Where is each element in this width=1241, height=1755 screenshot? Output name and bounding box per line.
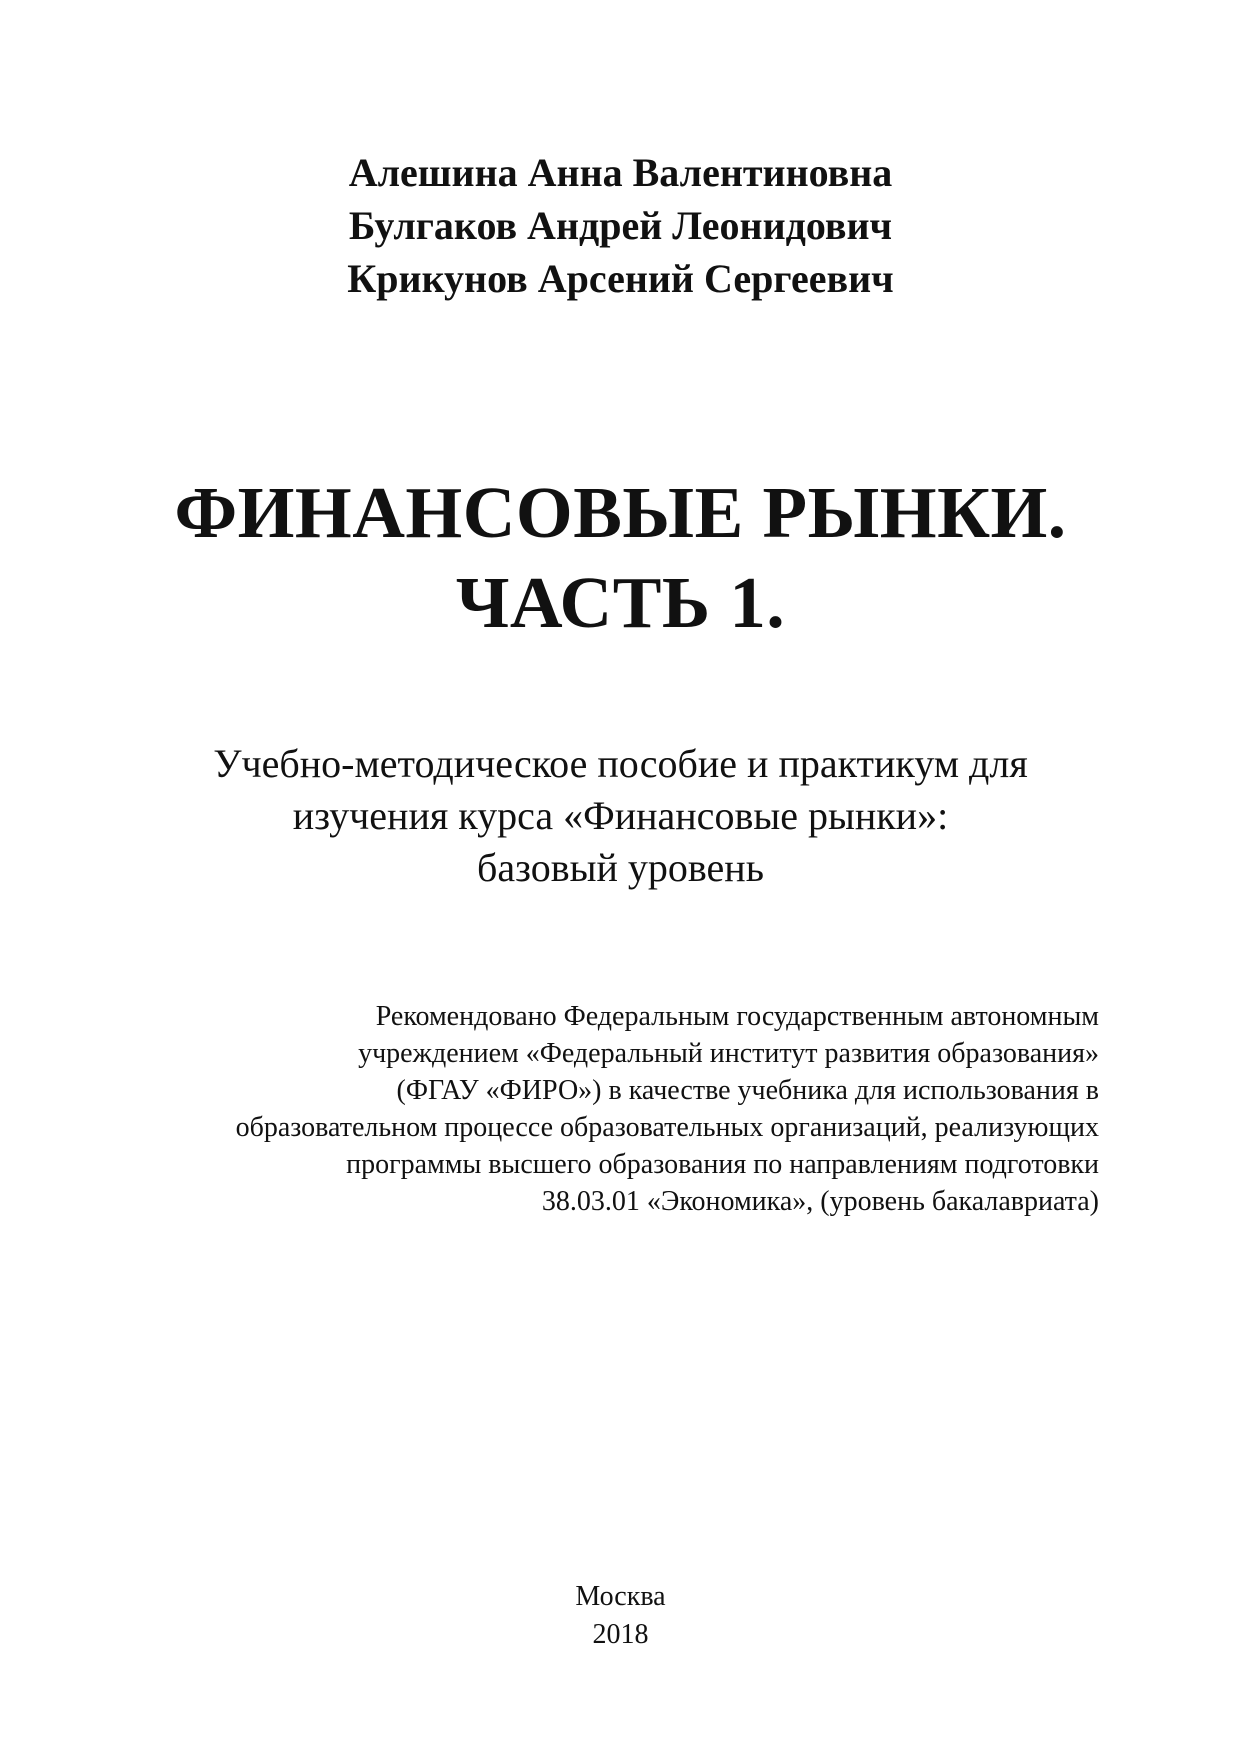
publication-info: [0, 1578, 1241, 1654]
authors-block: [0, 146, 1241, 305]
recommendation-line: (ФГАУ «ФИРО») в качестве учебника для использования в: [396, 1075, 1099, 1106]
recommendation-line: образовательном процессе образовательных организаций, реализующих: [235, 1112, 1099, 1143]
book-subtitle-line: изучения курса «Финансовые рынки»:: [292, 793, 949, 838]
book-title-line: ФИНАНСОВЫЕ РЫНКИ.: [174, 472, 1067, 553]
book-title-line: ЧАСТЬ 1.: [455, 562, 786, 643]
book-subtitle-line: базовый уровень: [477, 845, 764, 890]
publication-year: 2018: [592, 1619, 649, 1650]
book-title: [0, 468, 1241, 648]
author-name: Булгаков Андрей Леонидович: [348, 203, 893, 248]
recommendation-line: программы высшего образования по направлениям подготовки: [346, 1149, 1099, 1180]
recommendation-line: Рекомендовано Федеральным государственным автономным: [375, 1001, 1099, 1032]
author-name: Крикунов Арсений Сергеевич: [347, 256, 894, 301]
book-subtitle: [0, 738, 1241, 894]
author-name: Алешина Анна Валентиновна: [348, 150, 893, 195]
recommendation-note: [99, 998, 1099, 1220]
recommendation-line: учреждением «Федеральный институт развития образования»: [358, 1038, 1099, 1069]
recommendation-line: 38.03.01 «Экономика», (уровень бакалавриата): [541, 1186, 1099, 1217]
book-subtitle-line: Учебно-методическое пособие и практикум для: [213, 741, 1028, 786]
publication-city: Москва: [575, 1581, 666, 1612]
